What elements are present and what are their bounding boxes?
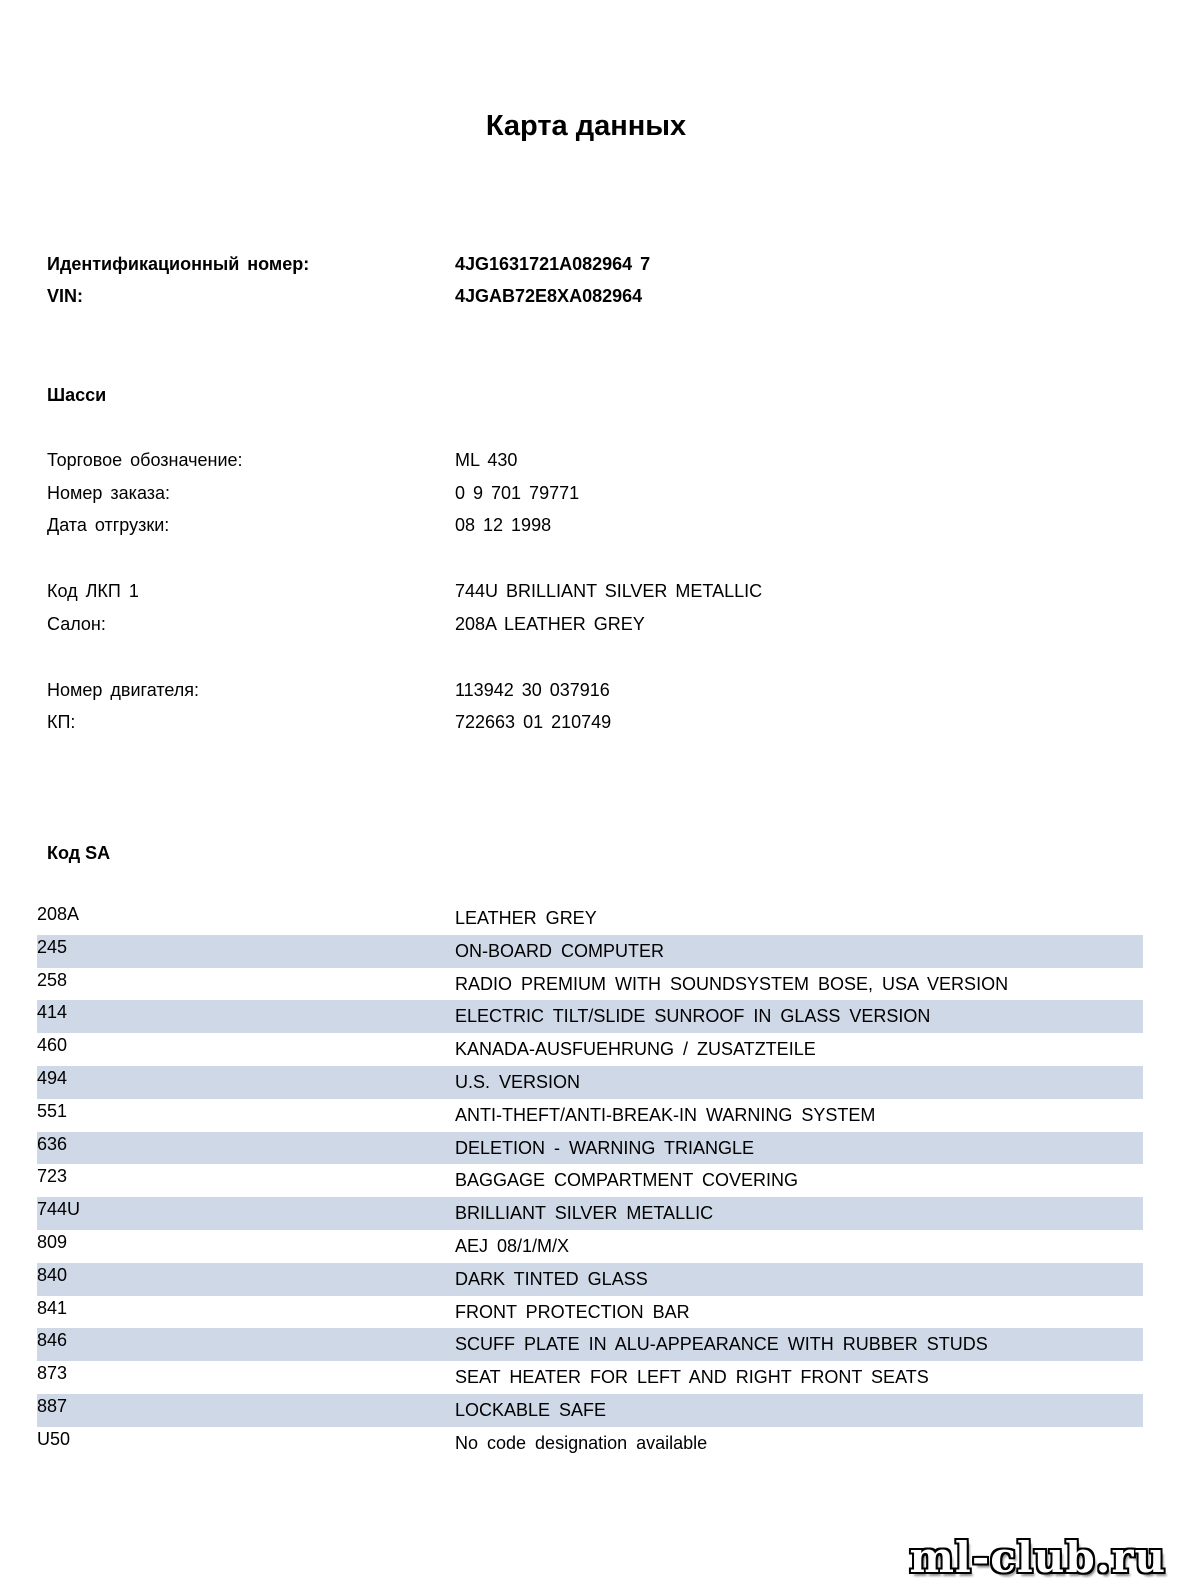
sa-code: 414 bbox=[37, 1002, 68, 1023]
ship-date-row bbox=[47, 512, 1147, 538]
sa-description: SEAT HEATER FOR LEFT AND RIGHT FRONT SEATS bbox=[455, 1367, 929, 1388]
sa-description: LEATHER GREY bbox=[455, 908, 597, 928]
table-row bbox=[37, 1132, 1143, 1165]
table-row bbox=[37, 1361, 1143, 1394]
sa-description: RADIO PREMIUM WITH SOUNDSYSTEM BOSE, USA VERSION bbox=[455, 973, 1009, 994]
sa-description: SCUFF PLATE IN ALU-APPEARANCE WITH RUBBER STUDS bbox=[455, 1334, 988, 1355]
trade-name-row bbox=[47, 447, 1147, 473]
interior-value: 208A LEATHER GREY bbox=[455, 614, 645, 634]
sa-description: No code designation available bbox=[455, 1432, 708, 1453]
order-number-row bbox=[47, 480, 1147, 506]
sa-codes-table bbox=[37, 902, 1143, 1460]
vin-row bbox=[47, 283, 1147, 309]
interior-label: Салон: bbox=[47, 614, 106, 634]
paint-code-value: 744U BRILLIANT SILVER METALLIC bbox=[455, 581, 763, 601]
table-row bbox=[37, 1328, 1143, 1361]
sa-code: 208A bbox=[37, 904, 80, 924]
paint-code-label: Код ЛКП 1 bbox=[47, 581, 139, 601]
page-title: Карта данных bbox=[485, 110, 687, 142]
chassis-heading: Шасси bbox=[47, 385, 107, 405]
engine-number-value: 113942 30 037916 bbox=[455, 680, 610, 700]
sa-code: 744U bbox=[37, 1199, 81, 1220]
table-row bbox=[37, 968, 1143, 1001]
sa-description: ON-BOARD COMPUTER bbox=[455, 940, 665, 961]
sa-code: U50 bbox=[37, 1428, 71, 1449]
sa-code: 840 bbox=[37, 1264, 68, 1285]
table-row bbox=[37, 902, 1143, 935]
sa-description: KANADA-AUSFUEHRUNG / ZUSATZTEILE bbox=[455, 1039, 816, 1060]
sa-code: 873 bbox=[37, 1363, 68, 1384]
vin-label: VIN: bbox=[47, 286, 83, 306]
sa-code: 494 bbox=[37, 1067, 68, 1088]
order-number-label: Номер заказа: bbox=[47, 483, 171, 503]
interior-row bbox=[47, 611, 1147, 637]
sa-description: ANTI-THEFT/ANTI-BREAK-IN WARNING SYSTEM bbox=[455, 1104, 876, 1125]
ship-date-value: 08 12 1998 bbox=[455, 515, 552, 535]
sa-code: 841 bbox=[37, 1297, 68, 1318]
table-row bbox=[37, 1394, 1143, 1427]
id-number-value: 4JG1631721A082964 7 bbox=[455, 254, 651, 274]
sa-description: FRONT PROTECTION BAR bbox=[455, 1301, 690, 1322]
table-row bbox=[37, 1000, 1143, 1033]
sa-description: ELECTRIC TILT/SLIDE SUNROOF IN GLASS VERSION bbox=[455, 1006, 931, 1027]
sa-code: 846 bbox=[37, 1330, 68, 1351]
table-row bbox=[37, 1263, 1143, 1296]
sa-code: 887 bbox=[37, 1395, 68, 1416]
table-row bbox=[37, 935, 1143, 968]
sa-description: DELETION - WARNING TRIANGLE bbox=[455, 1137, 755, 1158]
sa-code: 723 bbox=[37, 1166, 68, 1187]
id-number-row bbox=[47, 251, 1147, 277]
sa-code: 809 bbox=[37, 1231, 68, 1252]
table-row bbox=[37, 1427, 1143, 1460]
id-number-label: Идентификационный номер: bbox=[47, 254, 310, 274]
sa-code: 636 bbox=[37, 1133, 68, 1154]
gearbox-row bbox=[47, 709, 1147, 735]
paint-code-row bbox=[47, 578, 1147, 604]
engine-number-row bbox=[47, 677, 1147, 703]
table-row bbox=[37, 1230, 1143, 1263]
sa-description: BRILLIANT SILVER METALLIC bbox=[455, 1203, 714, 1224]
sa-description: AEJ 08/1/M/X bbox=[455, 1235, 570, 1256]
sa-description: BAGGAGE COMPARTMENT COVERING bbox=[455, 1170, 799, 1191]
table-row bbox=[37, 1197, 1143, 1230]
table-row bbox=[37, 1296, 1143, 1329]
sa-code: 245 bbox=[37, 936, 68, 957]
vin-value: 4JGAB72E8XA082964 bbox=[455, 286, 643, 306]
sa-description: DARK TINTED GLASS bbox=[455, 1268, 648, 1289]
table-row bbox=[37, 1033, 1143, 1066]
ship-date-label: Дата отгрузки: bbox=[47, 515, 170, 535]
sa-code: 551 bbox=[37, 1100, 68, 1121]
trade-name-label: Торговое обозначение: bbox=[47, 450, 243, 470]
sa-description: LOCKABLE SAFE bbox=[455, 1399, 607, 1420]
gearbox-value: 722663 01 210749 bbox=[455, 712, 612, 732]
table-row bbox=[37, 1099, 1143, 1132]
sa-codes-heading: Код SA bbox=[47, 843, 111, 863]
gearbox-label: КП: bbox=[47, 712, 76, 732]
sa-code: 258 bbox=[37, 969, 68, 990]
trade-name-value: ML 430 bbox=[455, 450, 518, 470]
sa-code: 460 bbox=[37, 1035, 68, 1056]
table-row bbox=[37, 1066, 1143, 1099]
table-row bbox=[37, 1164, 1143, 1197]
order-number-value: 0 9 701 79771 bbox=[455, 483, 580, 503]
engine-number-label: Номер двигателя: bbox=[47, 680, 200, 700]
sa-description: U.S. VERSION bbox=[455, 1071, 581, 1092]
watermark: ml-club.ru bbox=[909, 1533, 1166, 1582]
